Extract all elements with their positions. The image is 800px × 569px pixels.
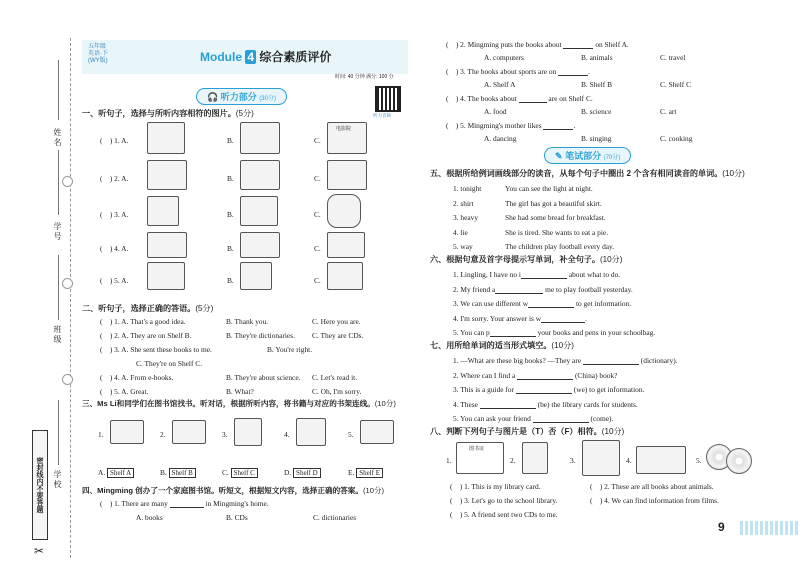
girl-reading-picture <box>147 262 185 290</box>
q4-option-b: B. <box>227 244 234 253</box>
s4-option: A. dancing <box>484 134 517 143</box>
q1-answer[interactable]: ( ) 1. A. <box>100 136 129 145</box>
shelf-d[interactable]: D. Shelf D <box>284 468 321 477</box>
section-3-match <box>98 412 418 482</box>
s5-sentence[interactable]: You can see the light at night. <box>505 184 593 193</box>
binding-hole <box>62 374 73 385</box>
q5-option-c: C. <box>314 276 321 285</box>
number-line <box>58 150 59 215</box>
binding-hole <box>62 278 73 289</box>
q3-option-c: C. <box>314 210 321 219</box>
kite-picture <box>240 232 280 258</box>
schoolbag-picture <box>327 194 361 228</box>
students-picture <box>240 160 280 190</box>
book-stack-1[interactable] <box>110 420 144 444</box>
s5-word: 3. heavy <box>453 213 479 222</box>
section-4-title: 四、Mingming 创办了一个家庭图书馆。听短文，根据短文内容，选择正确的答案。(10分) <box>82 486 385 495</box>
shelf-b[interactable]: B. Shelf B <box>160 468 196 477</box>
book-stack-5[interactable] <box>360 420 394 444</box>
book-picture <box>147 232 187 258</box>
class-line <box>58 255 59 320</box>
pic-number: 2. <box>510 456 516 465</box>
section-8-title: 八、判断下列句子与图片是（T）否（F）相符。(10分) <box>430 427 625 436</box>
s4-q3[interactable]: ( ) 3. The books about sports are on . <box>446 67 591 76</box>
module-number: 4 <box>247 50 255 64</box>
s6-row[interactable]: 5. You can p your books and pens in your schoolbag. <box>453 328 656 337</box>
s5-sentence[interactable]: She had some bread for breakfast. <box>505 213 606 222</box>
exam-meta: 时间: 40 分钟 满分: 100 分 <box>335 74 394 80</box>
s4-option: A. Shelf A <box>484 80 516 89</box>
s2-row[interactable]: ( ) 2. A. They are on Shelf B. <box>100 331 192 340</box>
girl-singing-picture <box>327 262 363 290</box>
s2-row[interactable]: ( ) 3. A. She sent these books to me. <box>100 345 212 354</box>
s7-row[interactable]: 2. Where can I find a (China) book? <box>453 370 618 380</box>
q4-option-c: C. <box>314 244 321 253</box>
s4-option: B. animals <box>581 53 613 62</box>
section-8-pictures <box>446 438 766 480</box>
section-5-title: 五、根据所给例词画线部分的读音，从每个句子中圈出 2 个含有相同读音的单词。(10分) <box>430 169 745 178</box>
palace-picture <box>240 122 280 154</box>
s2-option: C. Let's read it. <box>312 373 358 382</box>
q5-answer[interactable]: ( ) 5. A. <box>100 276 129 285</box>
cd-icon <box>726 448 752 474</box>
book-stack-4[interactable] <box>296 418 326 446</box>
s6-row[interactable]: 2. My friend a me to play football yesterday. <box>453 284 633 294</box>
cinema-picture: 电影院 <box>327 122 367 154</box>
book-number: 1. <box>98 430 104 439</box>
shelf-c[interactable]: C. Shelf C <box>222 468 258 477</box>
s6-row[interactable]: 1. Lingling, I have no i about what to do. <box>453 270 621 279</box>
pic-number: 1. <box>446 456 452 465</box>
section-1-title: 一、听句子，选择与所听内容相符的图片。(5分) <box>82 109 254 118</box>
s5-word: 1. tonight <box>453 184 482 193</box>
s2-option: B. They're dictionaries. <box>226 331 295 340</box>
s5-sentence[interactable]: She is tired. She wants to eat a pie. <box>505 227 609 237</box>
girl-reading-picture <box>636 446 686 474</box>
headphone-icon: 🎧 <box>207 92 219 102</box>
s4-option: A. food <box>484 107 507 116</box>
s4-option: B. CDs <box>226 513 248 522</box>
q5-option-b: B. <box>227 276 234 285</box>
q1-option-b: B. <box>227 136 234 145</box>
book-number: 3. <box>222 430 228 439</box>
party-picture <box>327 160 367 190</box>
page-number: 9 <box>718 520 725 534</box>
binding-strip <box>0 0 78 569</box>
s4-option: B. Shelf B <box>581 80 613 89</box>
s4-q4[interactable]: ( ) 4. The books about are on Shelf C. <box>446 94 593 103</box>
section-7-title: 七、用所给单词的适当形式填空。(10分) <box>430 341 574 350</box>
s4-option: A. books <box>136 513 163 522</box>
section-6-title: 六、根据句意及首字母提示写单词，补全句子。(10分) <box>430 255 623 264</box>
section-2-title: 二、听句子，选择正确的答语。(5分) <box>82 304 214 313</box>
scissors-icon: ✂ <box>34 544 45 558</box>
school-label: 学校 <box>53 470 62 490</box>
book-number: 5. <box>348 430 354 439</box>
fold-line <box>70 38 71 558</box>
q3-answer[interactable]: ( ) 3. A. <box>100 210 129 219</box>
s4-option: C. dictionaries <box>313 513 357 522</box>
library-building-picture <box>582 440 620 476</box>
people-picture <box>147 160 187 190</box>
library-card-picture: 图书证 <box>456 442 504 474</box>
s8-q4[interactable]: ( ) 4. We can find information from films. <box>590 496 719 505</box>
page-title: Module 4 综合素质评价 <box>200 50 332 64</box>
s4-option: A. computers <box>484 53 524 62</box>
q2-option-c: C. <box>314 174 321 183</box>
s8-q5[interactable]: ( ) 5. A friend sent two CDs to me. <box>450 510 558 519</box>
pic-number: 3. <box>570 456 576 465</box>
class-label: 班级 <box>53 325 62 345</box>
s4-option: B. singing <box>581 134 612 143</box>
books-stack-picture <box>240 196 278 226</box>
q2-option-b: B. <box>227 174 234 183</box>
binding-hole <box>62 176 73 187</box>
s4-option: C. Shelf C <box>660 80 692 89</box>
s7-row[interactable]: 4. These (be) the library cards for students. <box>453 399 638 409</box>
s7-row[interactable]: 1. —What are these big books? —They are (dictionary). <box>453 356 678 365</box>
s6-row[interactable]: 3. We can use different w to get information. <box>453 299 632 308</box>
number-label: 学号 <box>53 222 62 242</box>
s6-row[interactable]: 4. I'm sorry. Your answer is w . <box>453 313 587 323</box>
s2-option: C. They are CDs. <box>312 331 364 340</box>
book-number: 4. <box>284 430 290 439</box>
s5-word: 2. shirt <box>453 198 474 208</box>
s4-option: B. science <box>581 107 612 116</box>
s7-row[interactable]: 5. You can ask your friend (come). <box>453 414 614 423</box>
section-1-grid <box>92 120 412 290</box>
s2-option: C. Here you are. <box>312 317 361 326</box>
s8-q2[interactable]: ( ) 2. These are all books about animals. <box>590 482 714 491</box>
s5-word: 5. way <box>453 242 473 251</box>
s4-option: C. art <box>660 107 677 116</box>
q3-option-b: B. <box>227 210 234 219</box>
s4-option: C. travel <box>660 53 686 62</box>
s4-q2[interactable]: ( ) 2. Mingming puts the books about on Shelf A. <box>446 40 629 49</box>
name-line <box>58 60 59 120</box>
school-line <box>58 400 59 465</box>
s5-sentence[interactable]: The girl has got a beautiful skirt. <box>505 198 602 208</box>
qr-caption: 听力音频 <box>373 113 391 118</box>
shelf-a[interactable]: A. Shelf A <box>98 468 134 477</box>
shelf-e[interactable]: E. Shelf E <box>348 468 383 477</box>
s4-q1[interactable]: ( ) 1. There are many in Mingming's home. <box>100 499 269 508</box>
writing-banner: ✎ 笔试部分 (70分) <box>544 147 631 164</box>
book-number: 2. <box>160 430 166 439</box>
s2-option: B. Thank you. <box>226 317 269 326</box>
s2-option: B. What? <box>226 387 254 396</box>
q2-answer[interactable]: ( ) 2. A. <box>100 174 129 183</box>
section-3-title: 三、Ms Li和同学们在图书馆找书。听对话，根据所听内容，将书籍与对应的书架连线。(10分) <box>82 399 396 408</box>
s2-option: B. You're right. <box>267 345 313 354</box>
s5-word: 4. lie <box>453 227 468 237</box>
s8-q3[interactable]: ( ) 3. Let's go to the school library. <box>450 496 558 505</box>
library-picture <box>147 122 185 154</box>
book-stack-3[interactable] <box>234 418 262 446</box>
seal-notice: 密封线内不要答题 <box>32 430 48 540</box>
pen-icon: ✎ <box>555 151 563 161</box>
s2-option: C. Oh, I'm sorry. <box>312 387 362 396</box>
listening-banner: 🎧 听力部分 (30分) <box>196 88 287 105</box>
s2-option: B. They're about science. <box>226 373 301 382</box>
s2-option: C. They're on Shelf C. <box>136 359 203 368</box>
s4-q5[interactable]: ( ) 5. Mingming's mother likes . <box>446 121 576 130</box>
s2-row[interactable]: ( ) 1. A. That's a good idea. <box>100 317 186 326</box>
name-label: 姓名 <box>53 128 62 148</box>
pic-number: 5. <box>696 456 702 465</box>
book-stack-2[interactable] <box>172 420 206 444</box>
card-picture <box>327 232 365 258</box>
s2-row[interactable]: ( ) 5. A. Great. <box>100 387 149 396</box>
s7-row[interactable]: 3. This is a guide for (we) to get information. <box>453 385 645 394</box>
girl-picture <box>240 262 272 290</box>
book-picture <box>522 442 548 474</box>
grade-badge: 五年级 英语·下 (WY版) <box>88 44 108 64</box>
s2-row[interactable]: ( ) 4. A. From e-books. <box>100 373 174 382</box>
q4-answer[interactable]: ( ) 4. A. <box>100 244 129 253</box>
page-decoration <box>740 521 800 535</box>
q1-option-c: C. <box>314 136 321 145</box>
pens-picture <box>147 196 179 226</box>
s5-sentence[interactable]: The children play football every day. <box>505 242 615 251</box>
pic-number: 4. <box>626 456 632 465</box>
s8-q1[interactable]: ( ) 1. This is my library card. <box>450 482 541 491</box>
s4-option: C. cooking <box>660 134 693 143</box>
